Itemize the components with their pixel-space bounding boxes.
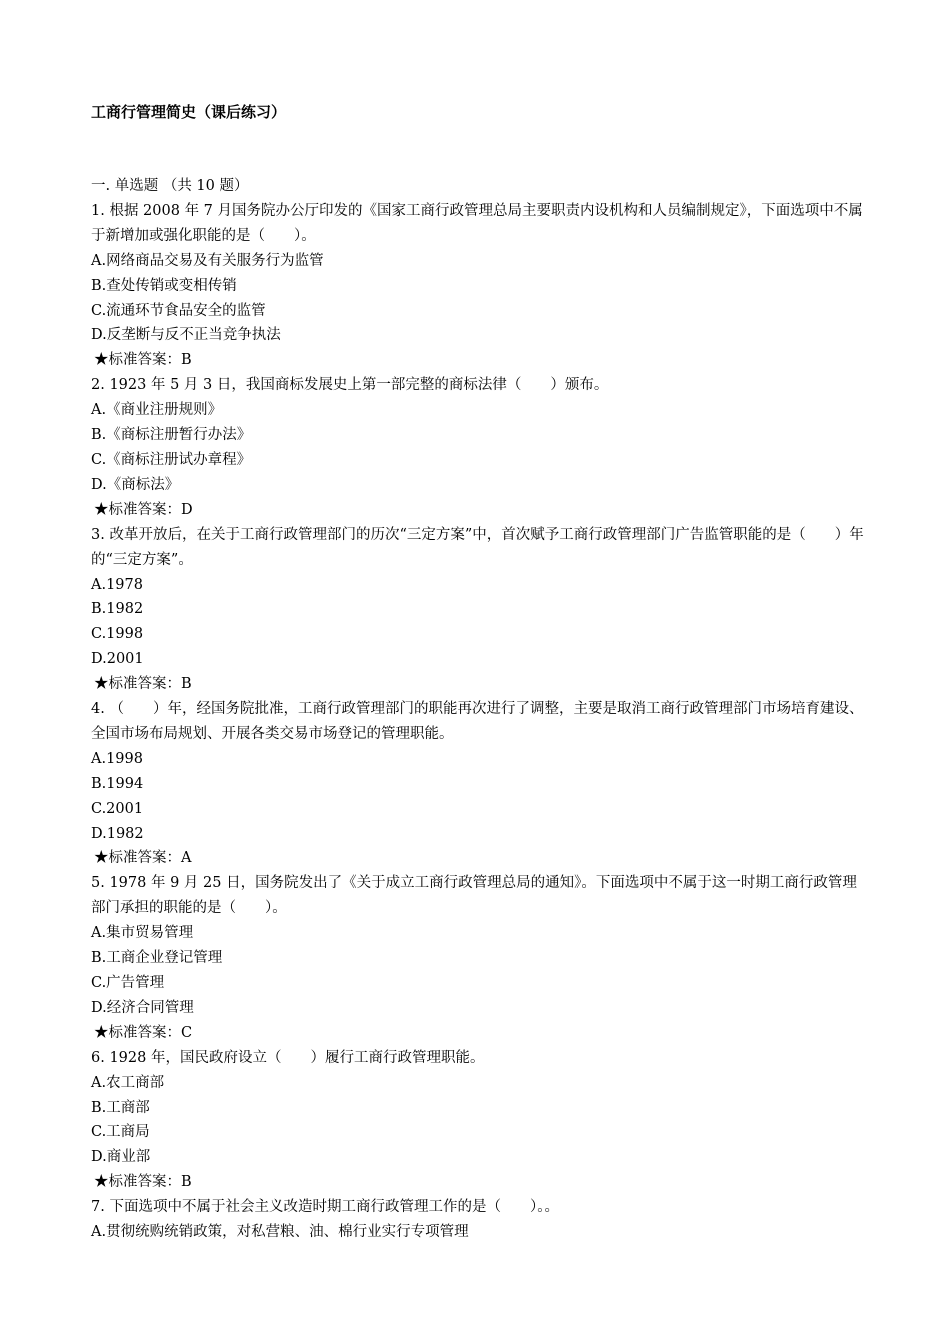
option-c: C.工商局 <box>91 1124 150 1141</box>
option-d: D.反垄断与反不正当竞争执法 <box>91 327 281 344</box>
standard-answer: ★标准答案：D <box>94 501 193 518</box>
question-text: 1. 根据 2008 年 7 月国务院办公厅印发的《国家工商行政管理总局主要职责内设机构和人员编制规定》，下面选项中不属于新增加或强化职能的是（ ）。 <box>91 202 863 244</box>
standard-answer: ★标准答案：B <box>94 1174 192 1191</box>
option-d: D.《商标法》 <box>91 476 180 493</box>
question-5 <box>91 871 871 1045</box>
standard-answer: ★标准答案：B <box>94 352 192 369</box>
option-b: B.《商标注册暂行办法》 <box>91 427 252 444</box>
question-4 <box>91 697 871 871</box>
question-text: 3. 改革开放后，在关于工商行政管理部门的历次“三定方案”中，首次赋予工商行政管理部门广告监管职能的是（ ）年的“三定方案”。 <box>91 526 864 568</box>
option-b: B.1994 <box>91 775 144 792</box>
option-a: A.1998 <box>91 750 143 767</box>
option-c: C.2001 <box>91 800 144 817</box>
question-6 <box>91 1046 871 1195</box>
option-a: A.集市贸易管理 <box>91 925 194 942</box>
option-a: A.《商业注册规则》 <box>91 402 223 419</box>
option-b: B.1982 <box>91 601 144 618</box>
option-b: B.工商企业登记管理 <box>91 950 223 967</box>
question-text: 4. （ ）年，经国务院批准，工商行政管理部门的职能再次进行了调整，主要是取消工商行政管理部门市场培育建设、全国市场布局规划、开展各类交易市场登记的管理职能。 <box>91 701 864 742</box>
option-c: C.1998 <box>91 626 144 643</box>
option-a: A.1978 <box>91 576 143 593</box>
question-3 <box>91 523 871 697</box>
question-text: 2. 1923 年 5 月 3 日，我国商标发展史上第一部完整的商标法律（ ）颁布。 <box>91 377 609 394</box>
question-text: 6. 1928 年，国民政府设立（ ）履行工商行政管理职能。 <box>91 1049 485 1066</box>
option-b: B.工商部 <box>91 1099 150 1116</box>
question-text: 5. 1978 年 9 月 25 日，国务院发出了《关于成立工商行政管理总局的通知》。下面选项中不属于这一时期工商行政管理部门承担的职能的是（ ）。 <box>91 875 857 917</box>
question-1 <box>91 199 871 373</box>
option-a: A.贯彻统购统销政策，对私营粮、油、棉行业实行专项管理 <box>91 1224 469 1241</box>
standard-answer: ★标准答案：B <box>94 676 192 693</box>
question-text: 7. 下面选项中不属于社会主义改造时期工商行政管理工作的是（ ）。。 <box>91 1199 559 1216</box>
question-7 <box>91 1195 871 1245</box>
standard-answer: ★标准答案：A <box>94 850 192 867</box>
section-heading: 一. 单选题 （共 10 题） <box>91 178 249 194</box>
question-2 <box>91 373 871 522</box>
option-c: C.《商标注册试办章程》 <box>91 451 252 468</box>
option-d: D.经济合同管理 <box>91 999 194 1016</box>
document-body <box>91 174 871 1245</box>
option-d: D.1982 <box>91 825 144 842</box>
standard-answer: ★标准答案：C <box>94 1024 193 1041</box>
option-d: D.2001 <box>91 651 144 668</box>
option-d: D.商业部 <box>91 1149 151 1166</box>
option-a: A.网络商品交易及有关服务行为监管 <box>91 252 324 269</box>
option-c: C.广告管理 <box>91 975 165 991</box>
option-c: C.流通环节食品安全的监管 <box>91 302 266 319</box>
option-a: A.农工商部 <box>91 1074 165 1091</box>
document-title: 工商行管理简史（课后练习） <box>91 103 287 121</box>
option-b: B.查处传销或变相传销 <box>91 277 237 294</box>
